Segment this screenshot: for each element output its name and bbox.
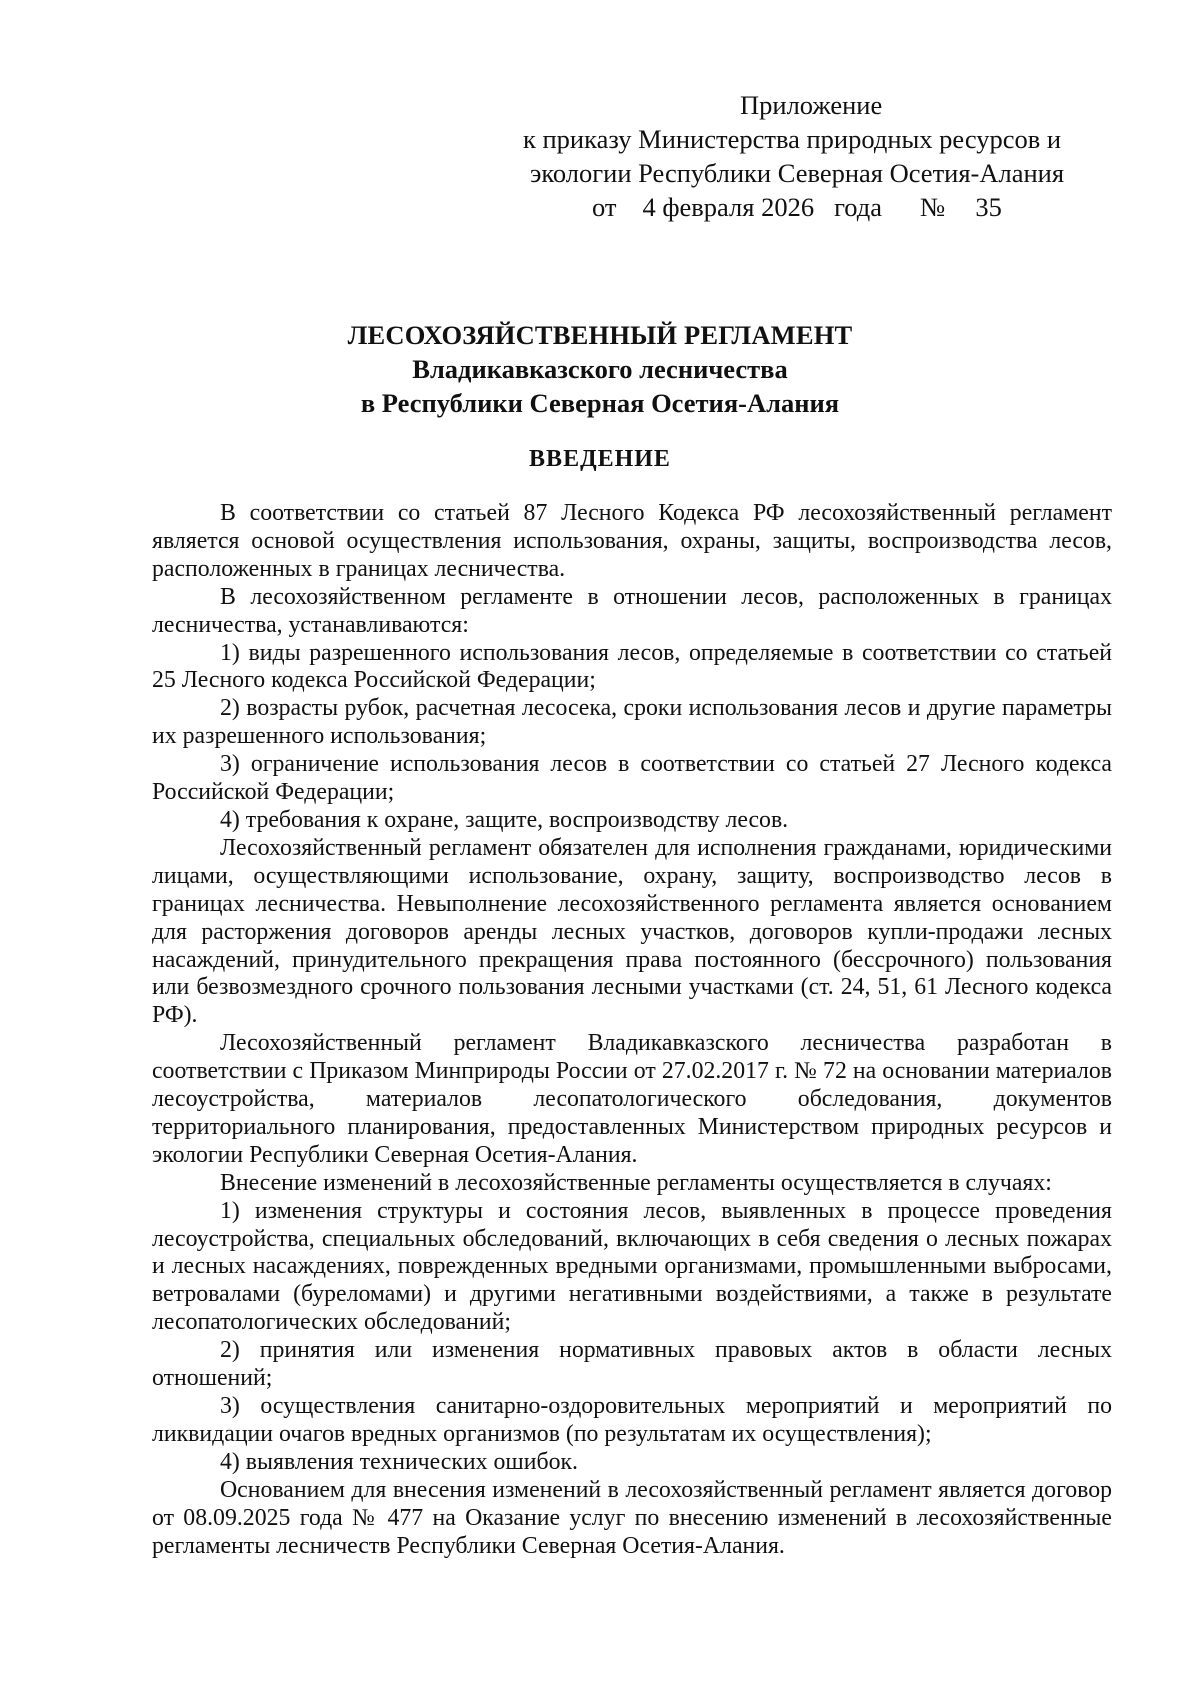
paragraph: В лесохозяйственном регламенте в отношении лесов, расположенных в границах лесничества, устанавливаются: xyxy=(152,583,1112,638)
title-line-2: Владикавказского лесничества xyxy=(412,354,788,384)
list-item: 1) изменения структуры и состояния лесов, выявленных в процессе проведения лесоустройства, специальных обследований, включающих в себя сведения о лесных пожарах и лесных насаждениях, поврежденных вредными организмами, промышленными выбросами, ветровалами (буреломами) и другими негативными воздействиями, а также в результате лесопатологических обследований; xyxy=(152,1197,1112,1336)
title-line-1: ЛЕСОХОЗЯЙСТВЕННЫЙ РЕГЛАМЕНТ xyxy=(347,320,853,350)
section-heading: ВВЕДЕНИЕ xyxy=(529,446,671,472)
number-sign: № xyxy=(920,192,946,222)
list-item: 3) ограничение использования лесов в соответствии со статьей 27 Лесного кодекса Российской Федерации; xyxy=(152,751,1112,806)
paragraph: Основанием для внесения изменений в лесохозяйственный регламент является договор от 08.09.2025 года № 477 на Оказание услуг по внесению изменений в лесохозяйственные регламенты лесничеств Республики Северная Осетия-Алания. xyxy=(152,1476,1112,1559)
appendix-title: Приложение xyxy=(740,90,883,120)
appendix-ministry-line: экологии Республики Северная Осетия-Алания xyxy=(530,158,1065,188)
list-item: 2) возрасты рубок, расчетная лесосека, сроки использования лесов и другие параметры их разрешенного использования; xyxy=(152,695,1112,750)
order-date: 4 февраля 2026 xyxy=(642,192,815,222)
title-line-3: в Республики Северная Осетия-Алания xyxy=(360,388,840,418)
list-item: 4) требования к охране, защите, воспроизводству лесов. xyxy=(220,806,789,833)
paragraph: Лесохозяйственный регламент Владикавказского лесничества разработан в соответствии с Приказом Минприроды России от 27.02.2017 г. № 72 на основании материалов лесоустройства, материалов лесопатологического обследования, документов территориального планирования, предоставленных Министерством природных ресурсов и экологии Республики Северная Осетия-Алания. xyxy=(152,1030,1112,1168)
paragraph: Лесохозяйственный регламент обязателен для исполнения гражданами, юридическими лицами, осуществляющими использование, охрану, защиту, воспроизводство лесов в границах лесничества. Невыполнение лесохозяйственного регламента является основанием для расторжения договоров аренды лесных участков, договоров купли-продажи лесных насаждений, принудительного прекращения права постоянного (бессрочного) пользования или безвозмездного срочного пользования лесными участками (ст. 24, 51, 61 Лесного кодекса РФ). xyxy=(152,834,1112,1029)
appendix-block xyxy=(0,88,1200,224)
date-prefix: от xyxy=(592,192,617,222)
list-item: 1) виды разрешенного использования лесов, определяемые в соответствии со статьей 25 Лесного кодекса Российской Федерации; xyxy=(152,639,1112,694)
order-number: 35 xyxy=(975,192,1002,222)
body-text xyxy=(152,500,1112,1560)
appendix-date-line xyxy=(592,190,1200,224)
document-title xyxy=(0,318,1200,420)
list-item: 3) осуществления санитарно-оздоровительных мероприятий и мероприятий по ликвидации очагов вредных организмов (по результатам их осуществления); xyxy=(152,1393,1112,1447)
paragraph: В соответствии со статьей 87 Лесного Кодекса РФ лесохозяйственный регламент является основой осуществления использования, охраны, защиты, воспроизводства лесов, расположенных в границах лесничества. xyxy=(152,500,1112,582)
year-word: года xyxy=(834,192,883,222)
list-item: 2) принятия или изменения нормативных правовых актов в области лесных отношений; xyxy=(152,1337,1112,1392)
paragraph: Внесение изменений в лесохозяйственные регламенты осуществляется в случаях: xyxy=(220,1169,1052,1196)
appendix-order-line: к приказу Министерства природных ресурсов и xyxy=(523,124,1062,154)
list-item: 4) выявления технических ошибок. xyxy=(220,1448,578,1475)
